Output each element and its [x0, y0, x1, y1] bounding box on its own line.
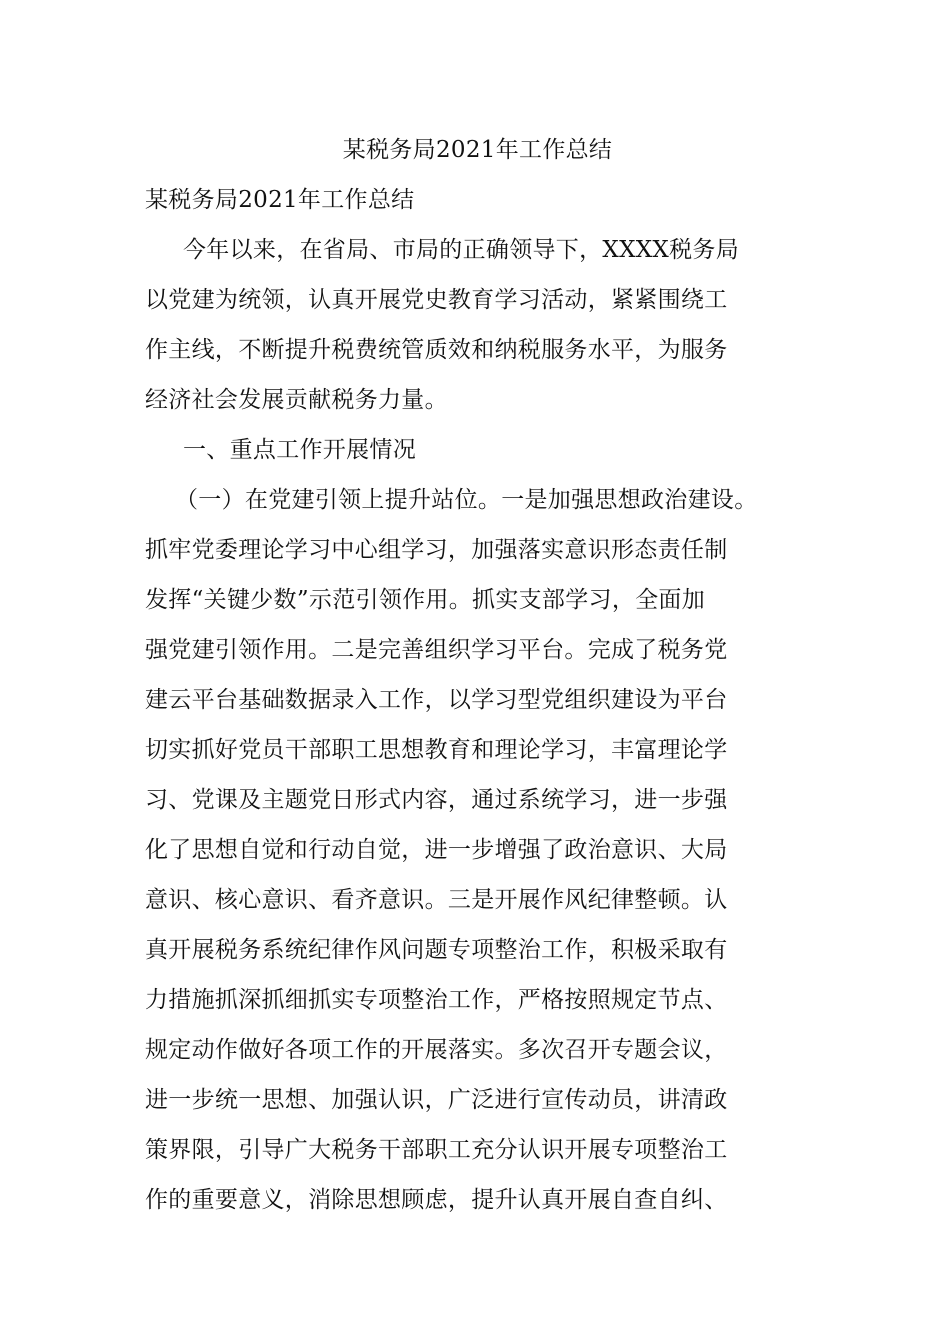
document-title: 某税务局2021年工作总结 — [342, 137, 613, 163]
document-subtitle: 某税务局2021年工作总结 — [145, 187, 415, 213]
section-heading: 一、重点工作开展情况 — [183, 437, 416, 463]
paragraph-line: 作的重要意义，消除思想顾虑，提升认真开展自查自纠、 — [145, 1187, 728, 1213]
paragraph-line: 今年以来，在省局、市局的正确领导下，XXXX税务局 — [183, 237, 739, 263]
paragraph-line: 作主线，不断提升税费统管质效和纳税服务水平，为服务 — [145, 337, 728, 363]
paragraph-line: 化了思想自觉和行动自觉，进一步增强了政治意识、大局 — [145, 837, 728, 863]
paragraph-line: 发挥“关键少数”示范引领作用。抓实支部学习，全面加 — [145, 587, 706, 613]
paragraph-line: 规定动作做好各项工作的开展落实。多次召开专题会议， — [145, 1037, 728, 1063]
paragraph-line: 以党建为统领，认真开展党史教育学习活动，紧紧围绕工 — [145, 287, 728, 313]
paragraph-line: 进一步统一思想、加强认识，广泛进行宣传动员，讲清政 — [145, 1087, 728, 1113]
paragraph-line: 抓牢党委理论学习中心组学习，加强落实意识形态责任制 — [145, 537, 728, 563]
paragraph-line: 意识、核心意识、看齐意识。三是开展作风纪律整顿。认 — [145, 887, 728, 913]
paragraph-line: 经济社会发展贡献税务力量。 — [145, 387, 448, 413]
paragraph-line: 切实抓好党员干部职工思想教育和理论学习，丰富理论学 — [145, 737, 728, 763]
paragraph-line: 策界限，引导广大税务干部职工充分认识开展专项整治工 — [145, 1137, 728, 1163]
paragraph-line: 力措施抓深抓细抓实专项整治工作，严格按照规定节点、 — [145, 987, 728, 1013]
paragraph-line: 建云平台基础数据录入工作，以学习型党组织建设为平台 — [145, 687, 728, 713]
paragraph-line: 真开展税务系统纪律作风问题专项整治工作，积极采取有 — [145, 937, 728, 963]
paragraph-line: 习、党课及主题党日形式内容，通过系统学习，进一步强 — [145, 787, 728, 813]
paragraph-line: 强党建引领作用。二是完善组织学习平台。完成了税务党 — [145, 637, 728, 663]
paragraph-line: （一）在党建引领上提升站位。一是加强思想政治建设。 — [175, 487, 758, 513]
